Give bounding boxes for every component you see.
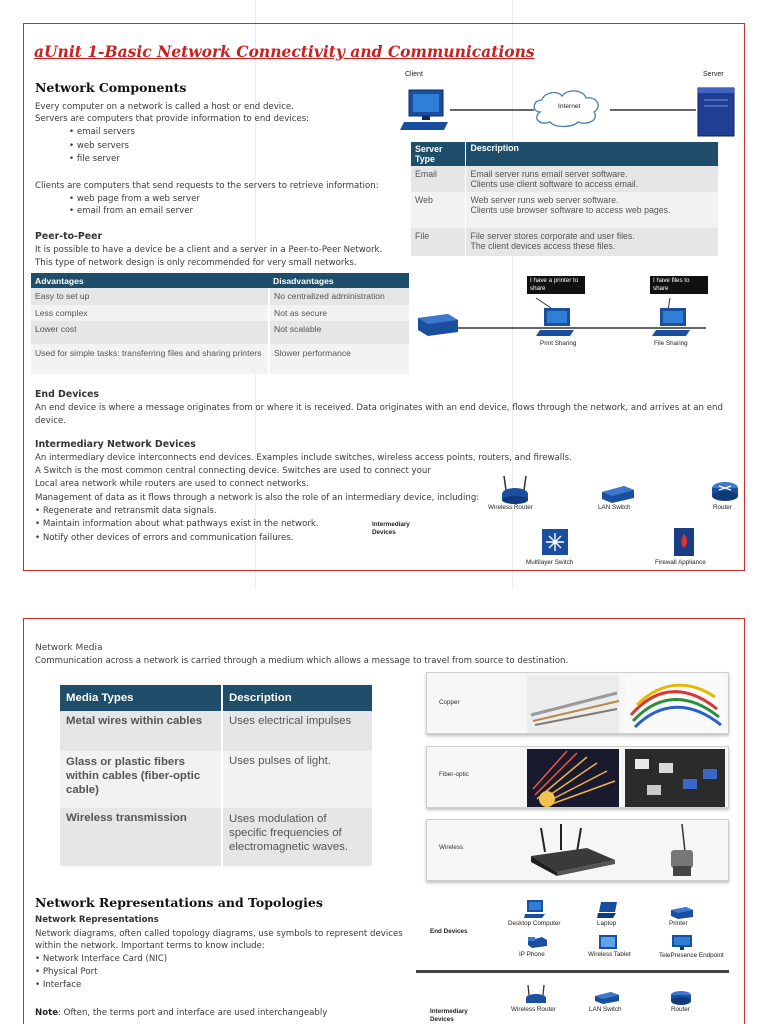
intermediary-bullet: • Maintain information about what pathways exist in the network. [35, 518, 319, 530]
table-cell: Web server runs web server software. Clients use browser software to access web pages. [465, 192, 718, 228]
computer-icon [400, 90, 448, 130]
table-cell: Metal wires within cables [60, 711, 222, 751]
client-label: Client [405, 71, 423, 78]
laptop-icon [597, 901, 619, 919]
laptop-label: Laptop [597, 920, 617, 927]
router-icon [710, 481, 740, 503]
intermediary-line: An intermediary device interconnects end devices. Examples include switches, wireless access points, routers, and firewalls. [35, 453, 572, 463]
representations-bullet: • Network Interface Card (NIC) [35, 953, 167, 965]
printer-icon [418, 314, 458, 336]
wireless-router-label: Wireless Router [511, 1006, 556, 1013]
desktop-computer-icon [524, 899, 546, 919]
end-devices-group-label: End Devices [430, 928, 468, 935]
router-icon [670, 990, 692, 1006]
table-cell: Uses pulses of light. [222, 751, 372, 808]
p2p-line: This type of network design is only recommended for very small networks. [35, 258, 357, 268]
diagram-divider [416, 970, 729, 973]
table-header: Server Type [411, 142, 465, 166]
intermediary-line: Local area network while routers are used to connect networks. [35, 479, 309, 489]
copper-label: Copper [439, 699, 460, 706]
wireless-label: Wireless [439, 844, 464, 851]
representations-bullet: • Interface [35, 979, 81, 991]
firewall-icon [672, 526, 696, 558]
telepresence-label: TelePresence Endpoint [659, 952, 724, 959]
client-bullet: • web page from a web server [35, 193, 200, 205]
computer-icon [536, 308, 574, 336]
intermediary-devices-label: Intermediary Devices [372, 521, 410, 536]
ip-phone-label: IP Phone [519, 951, 545, 958]
server-bullet: • file server [35, 153, 120, 165]
telepresence-icon [671, 934, 693, 950]
topologies-heading: Network Representations and Topologies [35, 895, 323, 910]
wireless-router-icon [524, 984, 548, 1006]
phone-icon [526, 935, 548, 949]
table-cell: No centralized administration [269, 288, 409, 305]
switch-icon [594, 991, 620, 1005]
clients-line: Clients are computers that send requests to the servers to retrieve information: [35, 181, 379, 191]
fiber-media-panel [426, 746, 729, 808]
router-label: Router [671, 1006, 690, 1013]
computer-icon [652, 308, 690, 336]
client-bullet: • email from an email server [35, 205, 193, 217]
table-cell: Web [411, 192, 465, 228]
p2p-heading: Peer-to-Peer [35, 231, 103, 242]
files-share-callout: I have files to share [650, 276, 708, 294]
table-cell: Glass or plastic fibers within cables (fiber-optic cable) [60, 751, 222, 808]
table-cell: Less complex [31, 305, 269, 321]
end-devices-text: An end device is where a message originates from or where it is received. Data originates with an end device, flows through the network, and arrives at an end [35, 403, 723, 413]
representations-line: Network diagrams, often called topology diagrams, use symbols to represent devices [35, 929, 403, 939]
note-text: : Often, the terms port and interface are used interchangeably [58, 1008, 328, 1018]
copper-cable-image [527, 675, 727, 733]
p2p-advantages-table [31, 273, 409, 374]
printer-icon [670, 906, 694, 920]
router-label: Router [713, 504, 732, 511]
table-header: Media Types [60, 685, 222, 711]
intermediary-bullet: • Notify other devices of errors and communication failures. [35, 532, 293, 544]
print-sharing-label: Print Sharing [540, 340, 577, 347]
wireless-router-label: Wireless Router [488, 504, 533, 511]
tablet-icon [598, 934, 618, 950]
table-cell: Easy to set up [31, 288, 269, 305]
fiber-label: Fiber-optic [439, 771, 469, 778]
client-server-diagram [400, 82, 740, 140]
table-cell: Lower cost [31, 321, 269, 344]
wireless-media-panel [426, 819, 729, 881]
representations-subheading: Network Representations [35, 915, 159, 925]
table-cell: File server stores corporate and user files. The client devices access these files. [465, 228, 718, 256]
lan-switch-label: LAN Switch [598, 504, 631, 511]
multilayer-switch-label: Multilayer Switch [526, 559, 574, 566]
desktop-label: Desktop Computer [508, 920, 561, 927]
intermediary-line: A Switch is the most common central connecting device. Switches are used to connect your [35, 466, 431, 476]
network-components-heading: Network Components [35, 80, 187, 95]
note-line [35, 1007, 327, 1019]
copper-media-panel [426, 672, 729, 734]
firewall-label: Firewall Appliance [655, 559, 706, 566]
intro-line: Every computer on a network is called a host or end device. [35, 102, 294, 112]
note-label: Note [35, 1008, 59, 1018]
table-cell: Used for simple tasks: transferring files and sharing printers [31, 344, 269, 374]
intermediary-bullet: • Regenerate and retransmit data signals. [35, 505, 217, 517]
server-label: Server [703, 71, 724, 78]
p2p-diagram [414, 294, 714, 340]
lan-switch-label: LAN Switch [589, 1006, 622, 1013]
table-cell: Not scalable [269, 321, 409, 344]
intermediary-line: Management of data as it flows through a network is also the role of an intermediary device, including: [35, 493, 480, 503]
table-header: Disadvantages [269, 273, 409, 288]
server-bullet: • email servers [35, 126, 135, 138]
multilayer-switch-icon [540, 527, 570, 557]
intermediary-group-label: Intermediary Devices [430, 1008, 468, 1023]
table-cell: Wireless transmission [60, 808, 222, 866]
table-header: Advantages [31, 273, 269, 288]
table-header: Description [222, 685, 372, 711]
representations-bullet: • Physical Port [35, 966, 98, 978]
server-type-table [411, 142, 718, 256]
p2p-line: It is possible to have a device be a client and a server in a Peer-to-Peer Network. [35, 245, 383, 255]
end-devices-heading: End Devices [35, 389, 100, 400]
intermediary-heading: Intermediary Network Devices [35, 439, 196, 450]
file-sharing-label: File Sharing [654, 340, 688, 347]
media-types-table [60, 685, 372, 866]
table-cell: Uses electrical impulses [222, 711, 372, 751]
wireless-device-image [527, 822, 727, 880]
table-cell: File [411, 228, 465, 256]
fiber-cable-image [527, 749, 727, 807]
table-cell: Slower performance [269, 344, 409, 374]
table-cell: Uses modulation of specific frequencies of electromagnetic waves. [222, 808, 372, 866]
document-title: aUnit 1-Basic Network Connectivity and Communications [34, 42, 535, 61]
wireless-router-icon [498, 474, 532, 504]
tablet-label: Wireless Tablet [588, 951, 631, 958]
internet-label: Internet [558, 103, 581, 110]
network-media-heading: Network Media [35, 643, 103, 653]
table-cell: Email [411, 166, 465, 192]
representations-line: within the network. Important terms to know include: [35, 941, 265, 951]
intro-line: Servers are computers that provide information to end devices: [35, 114, 310, 124]
table-cell: Not as secure [269, 305, 409, 321]
table-header: Description [465, 142, 718, 166]
server-icon [698, 88, 734, 136]
printer-share-callout: I have a printer to share [527, 276, 585, 294]
end-devices-text: device. [35, 416, 66, 426]
network-media-text: Communication across a network is carried through a medium which allows a message to travel from source to destination. [35, 656, 569, 666]
table-cell: Email server runs email server software. Clients use client software to access email. [465, 166, 718, 192]
switch-icon [600, 484, 636, 504]
server-bullet: • web servers [35, 140, 129, 152]
printer-label: Printer [669, 920, 688, 927]
